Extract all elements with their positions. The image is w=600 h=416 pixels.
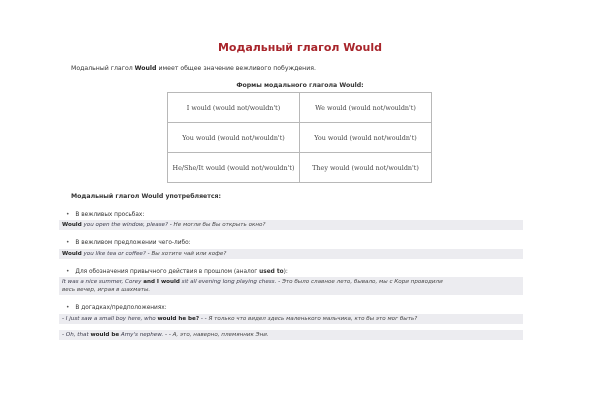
table-cell: We would (would not/wouldn't): [300, 93, 432, 123]
intro-text-before: Модальный глагол: [71, 65, 135, 72]
example-text: - Oh, that: [62, 332, 91, 338]
example-line: [59, 249, 523, 259]
bullet-label: В догадках/предположениях:: [75, 305, 167, 311]
example-bold: would be: [90, 332, 120, 338]
example-text: Amy's nephew. - -: [119, 332, 173, 338]
bullet-label: В вежливом предложении чего-либо:: [75, 240, 191, 246]
list-item: [66, 269, 288, 275]
uses-heading: Модальный глагол Would употребляется:: [71, 193, 221, 200]
bullet-label: Для обозначения привычного действия в прошлом (аналог: [75, 269, 260, 275]
bullet-icon: •: [66, 212, 70, 218]
table-cell: You would (would not/wouldn't): [300, 123, 432, 153]
example-bold: would he be?: [157, 316, 200, 322]
example-translation: Не могли бы Вы открыть окно?: [173, 222, 266, 228]
forms-table: [167, 92, 432, 183]
example-translation: А, это, наверно, племянник Эни.: [172, 332, 269, 338]
example-block: [59, 277, 523, 295]
intro-paragraph: [71, 65, 316, 72]
example-translation: Я только что видел здесь маленького мальчика, кто бы это мог быть?: [208, 316, 418, 322]
example-translation: Это было славное лето, бывало, мы с Кори проводили: [281, 279, 443, 285]
example-bold: Would: [62, 222, 82, 228]
list-item: [66, 240, 191, 246]
example-translation: весь вечер, играя в шахматы.: [62, 287, 151, 293]
example-bold: and I would: [143, 279, 180, 285]
table-cell: You would (would not/wouldn't): [168, 123, 300, 153]
bullet-icon: •: [66, 240, 70, 246]
example-text: you like tea or coffee? -: [81, 251, 152, 257]
example-text: - I just saw a small boy here, who: [62, 316, 158, 322]
table-cell: I would (would not/wouldn't): [168, 93, 300, 123]
bullet-label: В вежливых просьбах:: [75, 212, 145, 218]
example-bold: Would: [62, 251, 82, 257]
table-row: [168, 93, 432, 123]
table-row: [168, 123, 432, 153]
bullet-icon: •: [66, 305, 70, 311]
bullet-bold: used to: [259, 269, 284, 275]
list-item: [66, 212, 144, 218]
example-text: - -: [199, 316, 209, 322]
example-text: It was a nice summer, Corey: [62, 279, 144, 285]
example-line: [59, 220, 523, 230]
list-item: [66, 305, 167, 311]
page-title: Модальный глагол Would: [217, 41, 383, 54]
example-line: [62, 278, 520, 286]
example-line: [59, 330, 523, 340]
table-row: [168, 153, 432, 183]
bullet-label-end: ):: [283, 269, 288, 275]
bullet-icon: •: [66, 269, 70, 275]
intro-text-after: имеет общее значение вежливого побуждения.: [156, 65, 316, 72]
table-cell: They would (would not/wouldn't): [300, 153, 432, 183]
table-cell: He/She/It would (would not/wouldn't): [168, 153, 300, 183]
example-text: sit all evening long playing chess. -: [179, 279, 282, 285]
example-line: [59, 314, 523, 324]
forms-heading: Формы модального глагола Would:: [236, 82, 364, 89]
intro-bold: Would: [134, 65, 157, 72]
example-text: you open the window, please? -: [81, 222, 174, 228]
example-translation: Вы хотите чай или кофе?: [151, 251, 227, 257]
